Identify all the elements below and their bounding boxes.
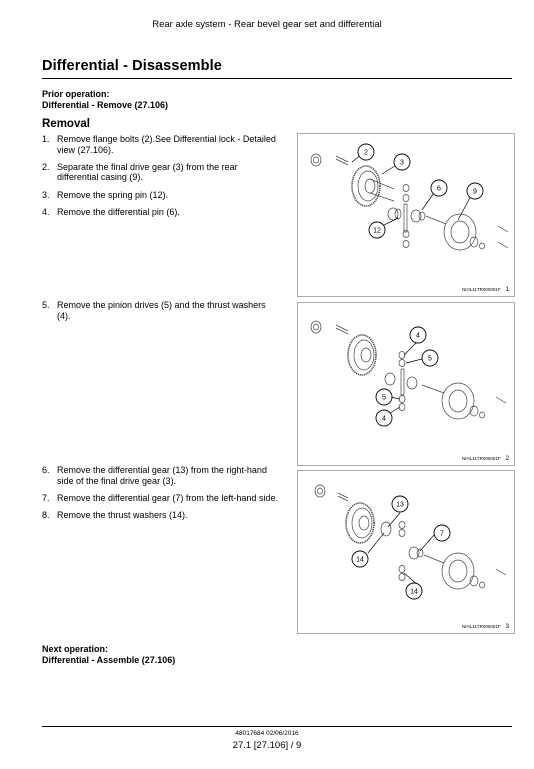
- step-list-group-3: [42, 465, 278, 527]
- prior-operation: [42, 89, 168, 110]
- figure-1: [297, 133, 515, 297]
- svg-text:3: 3: [400, 159, 404, 167]
- step-text: Remove the spring pin (12).: [57, 189, 169, 200]
- callout-13: [392, 496, 408, 512]
- callout-9: [467, 183, 483, 199]
- callout-2: [358, 144, 374, 160]
- figure-caption: NHIL11TR000001F 3: [461, 624, 509, 630]
- step-item: 2. Separate the final drive gear (3) from the rear differential casing (9).: [42, 161, 238, 183]
- step-text: Remove the pinion drives (5) and the thrust washers (4).: [57, 300, 266, 321]
- step-item: 7. Remove the differential gear (7) from the left-hand side.: [42, 492, 278, 503]
- step-item: 1. Remove flange bolts (2).See Differential lock - Detailed view (27.106).: [42, 134, 276, 155]
- step-item: 3. Remove the spring pin (12).: [42, 189, 169, 200]
- svg-text:4: 4: [382, 415, 386, 423]
- svg-text:2: 2: [364, 149, 368, 157]
- callout-5: [422, 350, 438, 366]
- footer-page-ref: 27.1 [27.106] / 9: [232, 740, 302, 751]
- figure-3: [297, 470, 515, 634]
- svg-text:6: 6: [437, 185, 441, 193]
- svg-text:12: 12: [373, 227, 381, 235]
- exploded-view-drawing: [298, 303, 514, 465]
- callout-12: [369, 222, 385, 238]
- step-text: Remove the differential gear (7) from the left-hand side.: [57, 492, 278, 503]
- step-list-group-1: [42, 134, 278, 224]
- callout-6: [431, 180, 447, 196]
- svg-text:9: 9: [473, 188, 477, 196]
- step-text: Remove the differential gear (13) from the right-hand side of the final drive gear (3).: [57, 465, 267, 486]
- step-item: 6. Remove the differential gear (13) from the right-hand side of the final drive gear (3).: [42, 465, 267, 486]
- svg-text:5: 5: [428, 355, 432, 363]
- callout-4: [410, 327, 426, 343]
- page-title: Differential - Disassemble: [42, 58, 222, 74]
- figure-caption: NHIL11TR000001F 2: [461, 456, 509, 462]
- callout-7: [434, 525, 450, 541]
- svg-text:4: 4: [416, 332, 420, 340]
- callout-3: [394, 154, 410, 170]
- title-divider: [42, 78, 512, 79]
- svg-text:14: 14: [356, 556, 364, 564]
- step-item: 5. Remove the pinion drives (5) and the thrust washers (4).: [42, 300, 266, 321]
- step-item: 8. Remove the thrust washers (14).: [42, 510, 188, 521]
- next-operation: [42, 644, 175, 665]
- step-list-group-2: [42, 300, 278, 328]
- figure-2: [297, 302, 515, 466]
- figure-caption: NHIL11TR000001F 1: [461, 287, 509, 293]
- svg-text:5: 5: [382, 394, 386, 402]
- next-operation-link[interactable]: Differential - Assemble (27.106): [42, 654, 176, 665]
- footer-doc-ref: 48017684 02/06/2016: [235, 730, 299, 737]
- next-operation-label: Next operation:: [42, 644, 109, 654]
- svg-text:13: 13: [396, 501, 404, 509]
- step-text: Remove the thrust washers (14).: [57, 510, 188, 521]
- step-text: Separate the final drive gear (3) from the rear differential casing (9).: [57, 161, 238, 183]
- step-item: 4. Remove the differential pin (6).: [42, 206, 180, 217]
- section-title: Removal: [42, 118, 90, 130]
- svg-text:7: 7: [440, 530, 444, 538]
- footer-divider: [42, 726, 512, 727]
- callout-14: [406, 583, 422, 599]
- exploded-view-drawing: [298, 134, 514, 296]
- callout-4: [376, 410, 392, 426]
- running-header: Rear axle system - Rear bevel gear set and differential: [152, 19, 382, 30]
- step-text: Remove the differential pin (6).: [57, 206, 180, 217]
- exploded-view-drawing: [298, 471, 514, 633]
- prior-operation-link[interactable]: Differential - Remove (27.106): [42, 99, 169, 110]
- svg-text:14: 14: [410, 588, 418, 596]
- callout-14: [352, 551, 368, 567]
- step-text: Remove flange bolts (2).See Differential lock - Detailed view (27.106).: [57, 134, 276, 155]
- callout-5: [376, 389, 392, 405]
- prior-operation-label: Prior operation:: [42, 89, 110, 99]
